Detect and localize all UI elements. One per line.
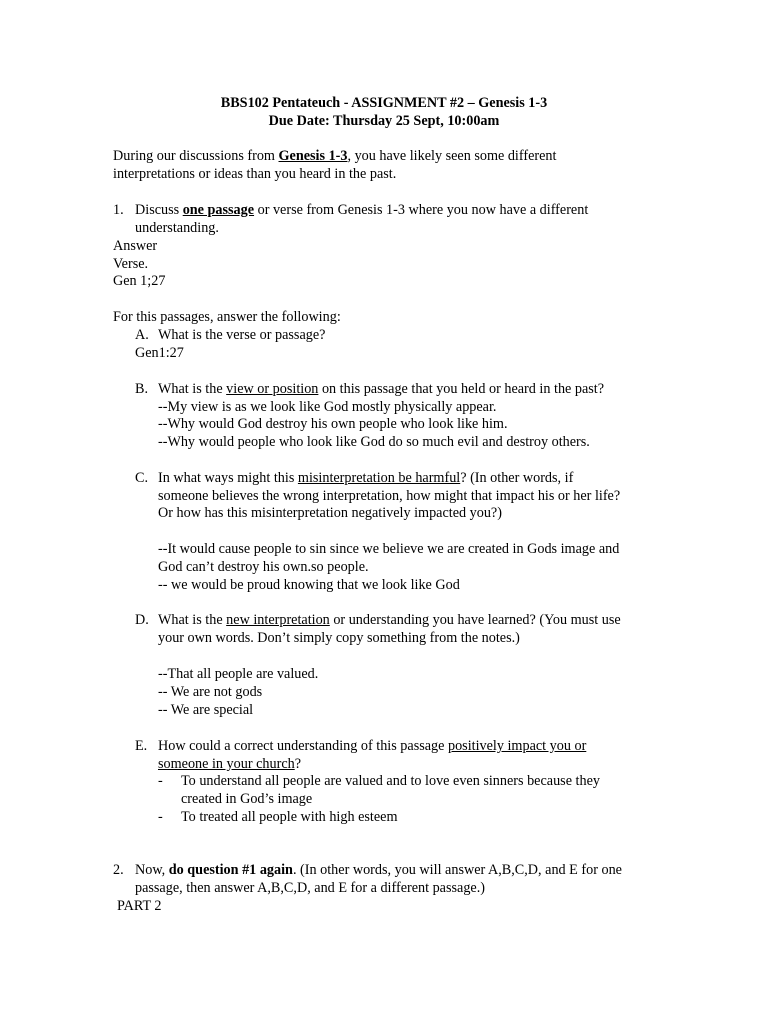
item-e-question-1: How could a correct understanding of this passage positively impact you or (158, 738, 587, 754)
assignment-title: BBS102 Pentateuch - ASSIGNMENT #2 – Genesis 1-3 (220, 95, 548, 111)
item-c-question-1: In what ways might this misinterpretation be harmful? (In other words, if (158, 470, 574, 486)
item-c-letter: C. (135, 470, 149, 486)
item-c-question-2: someone believes the wrong interpretation, how might that impact his or her life? (158, 488, 621, 504)
item-c-question-3: Or how has this misinterpretation negatively impacted you?) (158, 505, 502, 521)
q2-number: 2. (113, 862, 124, 878)
item-d-letter: D. (135, 612, 149, 628)
item-d-answer-2: -- We are not gods (158, 684, 263, 700)
verse-reference: Gen 1;27 (113, 273, 166, 289)
item-e-bullet-1-line-1: To understand all people are valued and to love even sinners because they (181, 773, 600, 789)
item-a-question: What is the verse or passage? (158, 327, 326, 343)
verse-label: Verse. (113, 256, 149, 272)
item-a-answer: Gen1:27 (135, 345, 184, 361)
item-d-answer-1: --That all people are valued. (158, 666, 319, 682)
intro-line-2: interpretations or ideas than you heard in the past. (113, 166, 397, 182)
q2-line-2: passage, then answer A,B,C,D, and E for a different passage.) (135, 880, 485, 896)
item-d-answer-3: -- We are special (158, 702, 254, 718)
q2-line-1: Now, do question #1 again. (In other words, you will answer A,B,C,D, and E for one (135, 862, 622, 878)
item-d-question-2: your own words. Don’t simply copy something from the notes.) (158, 630, 520, 646)
item-e-letter: E. (135, 738, 148, 754)
item-c-answer-2: God can’t destroy his own.so people. (158, 559, 369, 575)
q1-line-2: understanding. (135, 220, 219, 236)
item-b-question: What is the view or position on this passage that you held or heard in the past? (158, 381, 605, 397)
item-e-bullet-2-line-1: To treated all people with high esteem (181, 809, 398, 825)
item-b-answer-3: --Why would people who look like God do so much evil and destroy others. (158, 434, 590, 450)
intro-line-1: During our discussions from Genesis 1-3, you have likely seen some different (113, 148, 557, 164)
item-b-answer-2: --Why would God destroy his own people who look like him. (158, 416, 508, 432)
due-date: Due Date: Thursday 25 Sept, 10:00am (268, 113, 500, 129)
q1-line-1: Discuss one passage or verse from Genesis 1-3 where you now have a different (135, 202, 589, 218)
item-d-question-1: What is the new interpretation or understanding you have learned? (You must use (158, 612, 621, 628)
for-passages-line: For this passages, answer the following: (113, 309, 341, 325)
item-c-answer-1: --It would cause people to sin since we believe we are created in Gods image and (158, 541, 620, 557)
q1-number: 1. (113, 202, 124, 218)
item-b-letter: B. (135, 381, 149, 397)
item-e-question-2: someone in your church? (158, 756, 302, 772)
item-c-answer-3: -- we would be proud knowing that we look like God (158, 577, 460, 593)
part-2-label: PART 2 (117, 898, 162, 914)
item-e-bullet-1-line-2: created in God’s image (181, 791, 313, 807)
item-a-letter: A. (135, 327, 149, 343)
item-b-answer-1: --My view is as we look like God mostly physically appear. (158, 399, 497, 415)
item-e-bullet-1-dash: - (158, 773, 163, 789)
answer-label: Answer (113, 238, 158, 254)
item-e-bullet-2-dash: - (158, 809, 163, 825)
